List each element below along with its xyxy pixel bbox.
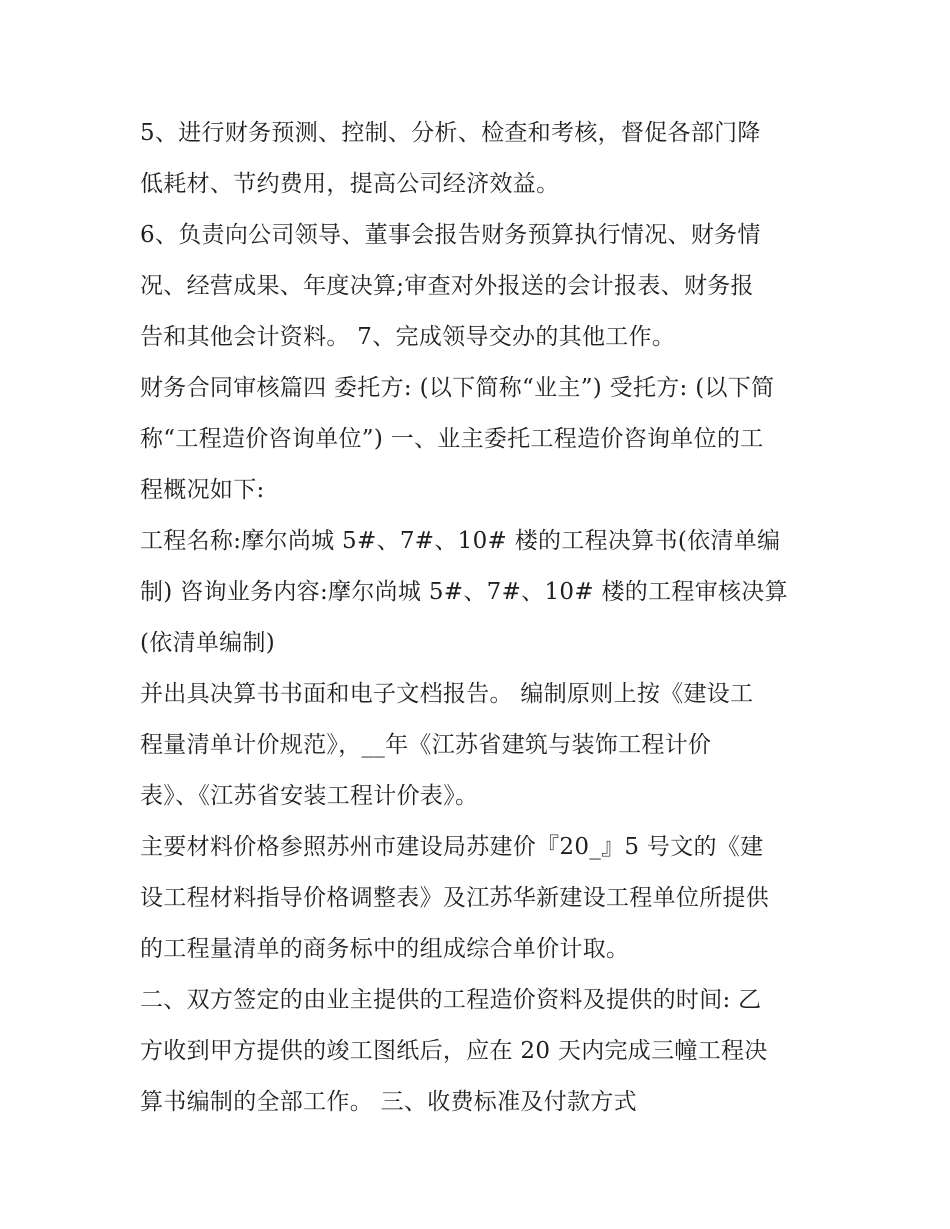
paragraph-duty-5 [140, 108, 820, 210]
text-line: 并出具决算书书面和电子文档报告。 编制原则上按《建设工 [140, 681, 754, 707]
paragraph-material-prices [140, 822, 820, 975]
text-line: 主要材料价格参照苏州市建设局苏建价『20_』5 号文的《建 [140, 834, 764, 860]
text-line: 制) 咨询业务内容:摩尔尚城 5#、7#、10# 楼的工程审核决算 [140, 579, 788, 605]
text-line: 程概况如下: [140, 477, 265, 503]
text-line: 财务合同审核篇四 委托方: (以下简称“业主”) 受托方: (以下简 [140, 375, 775, 401]
document-body [140, 108, 820, 1128]
text-line: 方收到甲方提供的竣工图纸后，应在 20 天内完成三幢工程决 [140, 1038, 768, 1064]
text-line: 况、经营成果、年度决算;审查对外报送的会计报表、财务报 [140, 273, 754, 299]
text-line: 二、双方签定的由业主提供的工程造价资料及提供的时间: 乙 [140, 987, 762, 1013]
paragraph-materials-timeline [140, 975, 820, 1128]
text-line: (依清单编制) [140, 630, 276, 656]
text-line: 称“工程造价咨询单位”) 一、业主委托工程造价咨询单位的工 [140, 426, 764, 452]
text-line: 的工程量清单的商务标中的组成综合单价计取。 [140, 936, 630, 962]
text-line: 告和其他会计资料。 7、完成领导交办的其他工作。 [140, 324, 676, 350]
text-line: 设工程材料指导价格调整表》及江苏华新建设工程单位所提供 [140, 885, 770, 911]
paragraph-project-name [140, 516, 820, 669]
text-line: 程量清单计价规范》，__年《江苏省建筑与装饰工程计价 [140, 732, 712, 758]
text-line: 表》、《江苏省安装工程计价表》。 [140, 783, 479, 809]
text-line: 5、进行财务预测、控制、分析、检查和考核，督促各部门降 [140, 120, 761, 146]
paragraph-duty-6-7 [140, 210, 820, 363]
text-line: 算书编制的全部工作。 三、收费标准及付款方式 [140, 1089, 637, 1115]
text-line: 低耗材、节约费用，提高公司经济效益。 [140, 171, 560, 197]
paragraph-contract-parties [140, 363, 820, 516]
paragraph-report-principles [140, 669, 820, 822]
text-line: 工程名称:摩尔尚城 5#、7#、10# 楼的工程决算书(依清单编 [140, 528, 781, 554]
text-line: 6、负责向公司领导、董事会报告财务预算执行情况、财务情 [140, 222, 761, 248]
